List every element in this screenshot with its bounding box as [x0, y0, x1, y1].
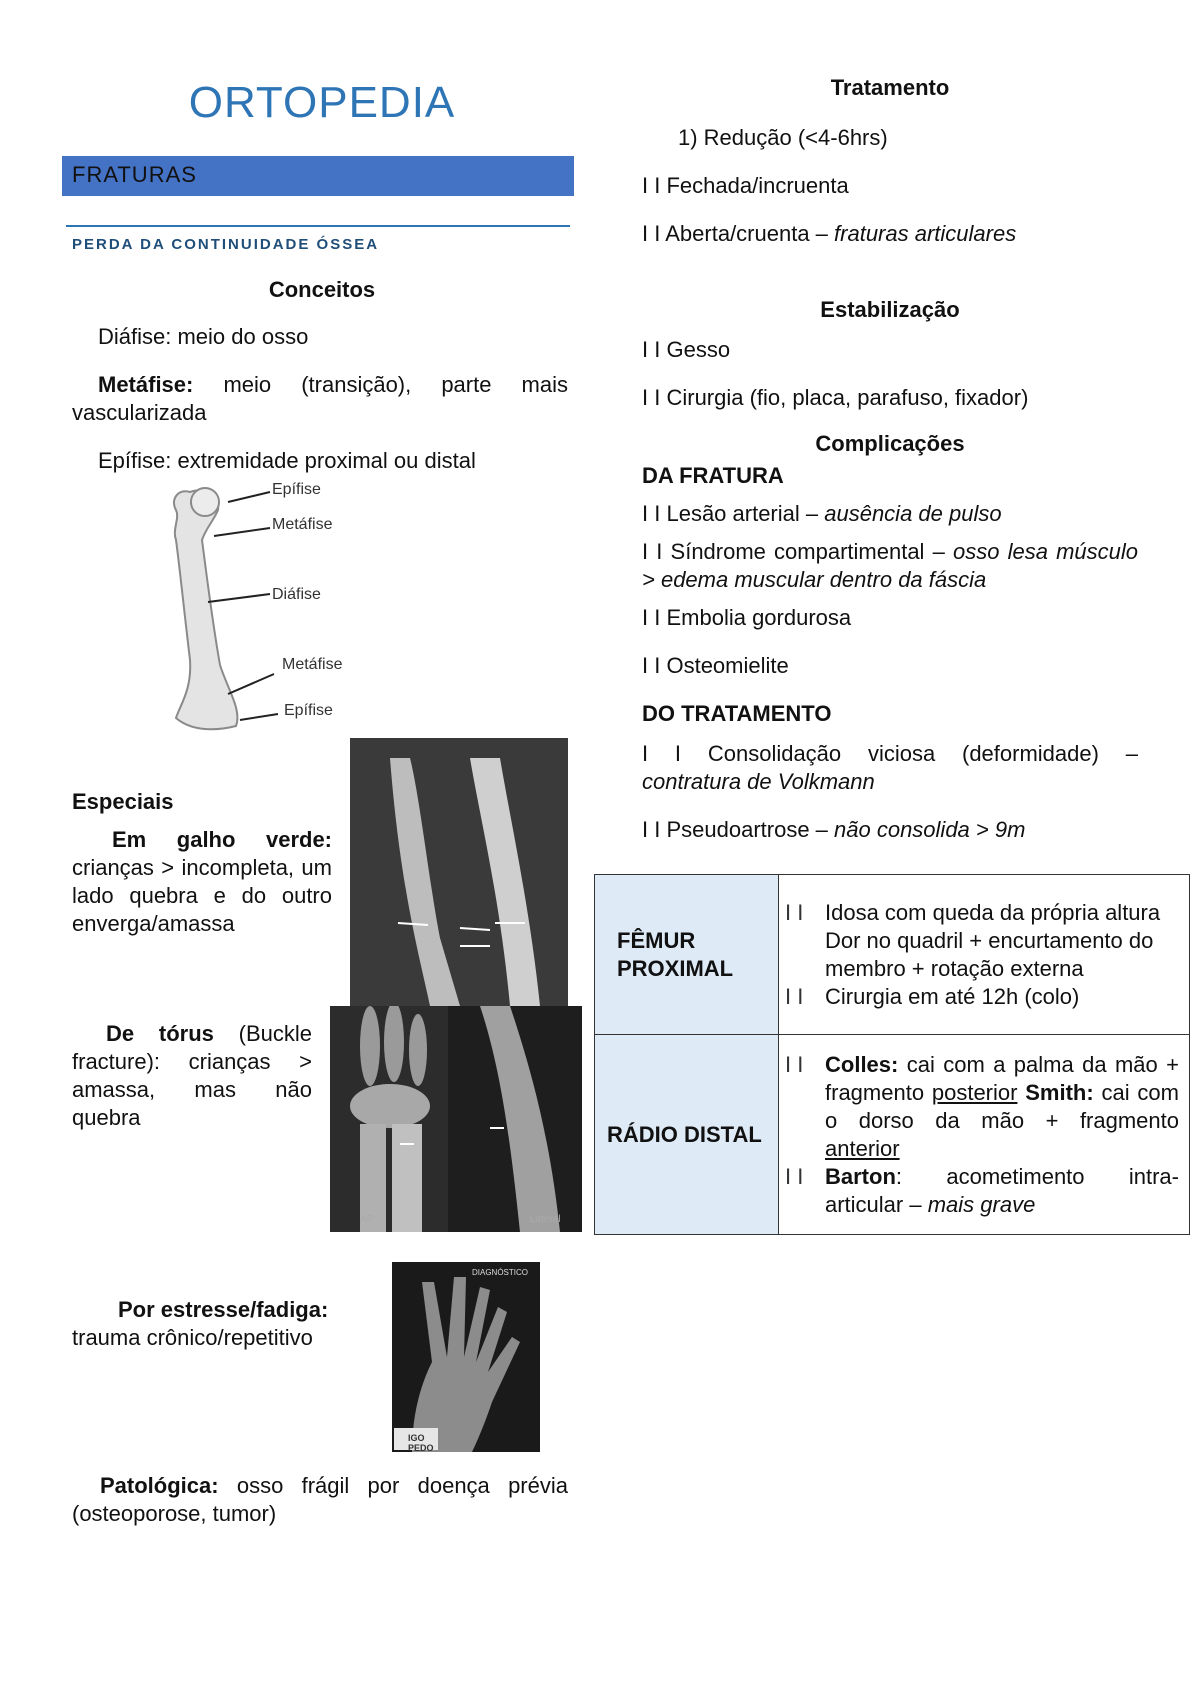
complicacoes-heading: Complicações: [815, 431, 965, 456]
reducao-item: 1) Redução (<4-6hrs): [678, 125, 888, 150]
osteomielite-item: [642, 652, 789, 680]
marker: I I: [785, 1163, 804, 1189]
pseudoartrose-item: [642, 816, 1025, 844]
barton-desc: : acometimento intra-articular –: [825, 1163, 1179, 1217]
marker: I I: [642, 173, 661, 198]
diafise-label: Diáfise:: [98, 324, 172, 349]
stress-text: trauma crônico/repetitivo: [72, 1325, 313, 1350]
marker: I I: [642, 539, 663, 564]
gesso-item: [642, 336, 730, 364]
page-title: ORTOPEDIA: [188, 78, 456, 127]
lesao-item: [642, 500, 1002, 528]
pseudoartrose-text: Pseudoartrose –: [666, 817, 835, 842]
aberta-text: Aberta/cruenta –: [665, 221, 835, 246]
list-item: [785, 899, 1179, 927]
torus-item: [72, 1020, 312, 1132]
epifise-line: [98, 447, 578, 475]
consolidacao-item: [642, 740, 1138, 796]
metafise-line: [72, 371, 568, 427]
embolia-text: Embolia gordurosa: [666, 605, 852, 630]
pseudoartrose-italic: não consolida > 9m: [834, 817, 1026, 842]
metafise-label: Metáfise:: [98, 372, 194, 397]
diafise-text: meio do osso: [171, 324, 309, 349]
colles-smith-text: [825, 1051, 1179, 1163]
aberta-item: [642, 220, 1016, 248]
metafise-text: meio (transição), parte mais vascularizada: [72, 372, 568, 425]
marker: I I: [642, 221, 661, 246]
stress-item: [72, 1296, 372, 1352]
foot-xray: [392, 1262, 540, 1452]
especiais-heading: Especiais: [72, 789, 174, 814]
bone-label-diafise: Diáfise: [272, 586, 321, 603]
cirurgia-item: [642, 384, 1028, 412]
galho-verde-item: [72, 826, 332, 938]
marker: I I: [642, 817, 661, 842]
subtitle: PERDA DA CONTINUIDADE ÓSSEA: [72, 236, 380, 253]
epifise-text: extremidade proximal ou distal: [171, 448, 476, 473]
table-row: [595, 875, 1190, 1035]
barton-label: Barton: [825, 1163, 896, 1189]
marker: I I: [642, 337, 661, 362]
sindrome-text: Síndrome compartimental –: [670, 539, 953, 564]
estabilizacao-heading: Estabilização: [820, 297, 960, 322]
torus-text: (Buckle fracture): crianças > amassa, mas não quebra: [72, 1021, 312, 1130]
do-tratamento-heading: DO TRATAMENTO: [642, 701, 832, 726]
barton-italic: mais grave: [927, 1191, 1036, 1217]
row1-a: Idosa com queda da própria altura: [825, 899, 1161, 925]
marker: I I: [642, 605, 661, 630]
colles-label: Colles:: [825, 1051, 899, 1077]
table-row-cell: [779, 1035, 1190, 1235]
list-item: [785, 1051, 1179, 1163]
marker: I I: [785, 983, 804, 1009]
aberta-italic: fraturas articulares: [834, 221, 1017, 246]
colles-text: cai com a palma da mão + fragmento: [825, 1051, 1179, 1105]
concepts-heading: Conceitos: [268, 277, 376, 302]
marker: I I: [642, 501, 661, 526]
embolia-item: [642, 604, 851, 632]
row1-c: Cirurgia em até 12h (colo): [825, 983, 1080, 1009]
table-row: [595, 1035, 1190, 1235]
galho-label: Em galho verde:: [112, 827, 332, 852]
patologica-item: [72, 1472, 568, 1528]
wrist-xray: [330, 1006, 582, 1232]
marker: I I: [785, 899, 804, 925]
colles-underline: posterior: [931, 1079, 1018, 1105]
row1-b: Dor no quadril + encurtamento do membro + rotação externa: [825, 927, 1154, 981]
bone-label-metafise-top: Metáfise: [272, 516, 333, 533]
table-row-cell: [779, 875, 1190, 1035]
patologica-label: Patológica:: [100, 1473, 219, 1498]
epifise-label: Epífise:: [98, 448, 172, 473]
tratamento-heading: Tratamento: [830, 75, 950, 100]
fechada-item: [642, 172, 849, 200]
sindrome-item: [642, 538, 1138, 594]
divider: [66, 225, 570, 227]
table-row-head: FÊMUR PROXIMAL: [595, 875, 779, 1035]
xray-ap-label: AP: [360, 1214, 374, 1225]
stress-label: Por estresse/fadiga:: [118, 1297, 329, 1322]
marker: I I: [642, 385, 661, 410]
smith-label: Smith:: [1017, 1079, 1094, 1105]
foot-caption: DIAGNÓSTICO: [472, 1268, 529, 1277]
smith-underline: anterior: [825, 1135, 900, 1161]
list-item: [785, 927, 1179, 983]
bone-label-metafise-bottom: Metáfise: [282, 656, 343, 673]
section-bar: FRATURAS: [62, 156, 574, 196]
patologica-text: osso frágil por doença prévia (osteoporose, tumor): [72, 1473, 568, 1526]
diafise-line: [98, 323, 578, 351]
table-row-head: RÁDIO DISTAL: [595, 1035, 779, 1235]
forearm-xray: [350, 738, 568, 1006]
marker: I I: [785, 1051, 804, 1077]
smith-text: cai com o dorso da mão + fragmento: [825, 1079, 1179, 1133]
marker: I I: [642, 741, 682, 766]
consolidacao-text: Consolidação viciosa (deformidade) –: [707, 741, 1138, 766]
gesso-text: Gesso: [666, 337, 731, 362]
fechada-text: Fechada/incruenta: [666, 173, 849, 198]
galho-text: crianças > incompleta, um lado quebra e do outro enverga/amassa: [72, 855, 332, 936]
lesao-text: Lesão arterial –: [666, 501, 825, 526]
lesao-italic: ausência de pulso: [824, 501, 1002, 526]
cirurgia-text: Cirurgia (fio, placa, parafuso, fixador): [666, 385, 1029, 410]
xray-lateral-label: Lateral: [530, 1214, 561, 1225]
sindrome-italic: osso lesa músculo > edema muscular dentro da fáscia: [642, 539, 1139, 592]
bone-label-epifise-bottom: Epífise: [284, 702, 333, 719]
osteomielite-text: Osteomielite: [666, 653, 789, 678]
fracture-table: [594, 874, 1190, 1235]
torus-label: De tórus: [106, 1021, 214, 1046]
list-item: [785, 1163, 1179, 1219]
da-fratura-heading: DA FRATURA: [642, 463, 784, 488]
femur-diagram: [150, 480, 370, 740]
list-item: [785, 983, 1179, 1011]
foot-logo: IGO PEDO: [408, 1433, 434, 1452]
bone-label-epifise-top: Epífise: [272, 481, 321, 498]
marker: I I: [642, 653, 661, 678]
logo-badge: [394, 1428, 438, 1450]
consolidacao-italic: contratura de Volkmann: [642, 769, 875, 794]
barton-text: [825, 1163, 1179, 1219]
